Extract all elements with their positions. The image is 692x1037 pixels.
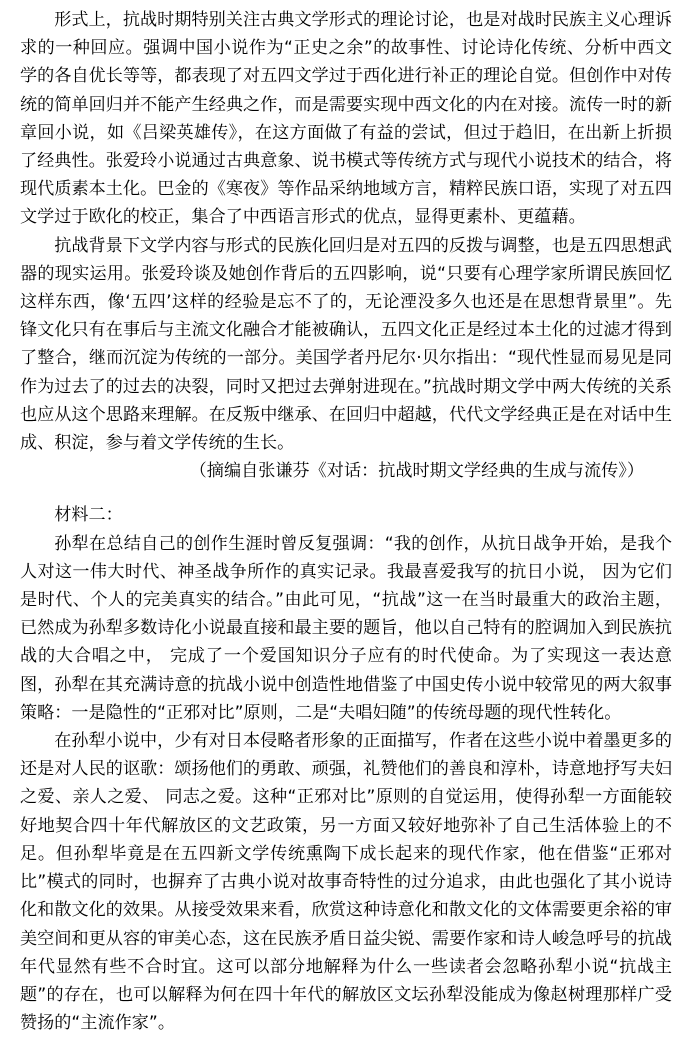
source-attribution: （摘编自张谦芬《对话：抗战时期文学经典的生成与流传》） [189,461,644,482]
material-section-label: 材料二： [54,505,123,526]
body-paragraph: 形式上，抗战时期特别关注古典文学形式的理论讨论，也是对战时民族主义心理诉求的一种回应。强调中国小说作为“正史之余”的故事性、讨论诗化传统、分析中西文学的各自优长等等，都表现了对五四文学过于西化进行补正的理论自觉。但创作中对传统的简单回归并不能产生经典之作，而是需要实现中西文化的内在对接。流传一时的新章回小说，如《吕梁英雄传》，在这方面做了有益的尝试，但过于趋旧，在出新上折损了经典性。张爱玲小说通过古典意象、说书模式等传统方式与现代小说技术的结合，将现代质素本土化。巴金的《寒夜》等作品采纳地域方言，精粹民族口语，实现了对五四文学过于欧化的校正，集合了中西语言形式的优点，显得更素朴、更蕴藉。 [20,10,672,228]
body-paragraph: 在孙犁小说中，少有对日本侵略者形象的正面描写，作者在这些小说中着墨更多的还是对人民的讴歌：颂扬他们的勇敢、顽强，礼赞他们的善良和淳朴，诗意地抒写夫妇之爱、亲人之爱、 同志之爱。这种“正邪对比”原则的自觉运用，使得孙犁一方面能较好地契合四十年代解放区的文艺政策，另一方面又较好地弥补了自己生活体验上的不足。但孙犁毕竟是在五四新文学传统熏陶下成长起来的现代作家，他在借鉴“正邪对比”模式的同时，也摒弃了古典小说对故事奇特性的过分追求，由此也强化了其小说诗化和散文化的效果。从接受效果来看，欣赏这种诗意化和散文化的文体需要更余裕的审美空间和更从容的审美心态，这在民族矛盾日益尖锐、需要作家和诗人峻急呼号的抗战年代显然有些不合时宜。这可以部分地解释为什么一些读者会忽略孙犁小说“抗战主题”的存在，也可以解释为何在四十年代的解放区文坛孙犁没能成为像赵树理那样广受赞扬的“主流作家”。 [20,731,672,1034]
body-paragraph: 孙犁在总结自己的创作生涯时曾反复强调：“我的创作，从抗日战争开始，是我个人对这一伟大时代、神圣战争所作的真实记录。我最喜爱我写的抗日小说， 因为它们是时代、个人的完美真实的结合。”由此可见，“抗战”这一在当时最重大的政治主题，已然成为孙犁多数诗化小说最直接和最主要的题旨，他以自己特有的腔调加入到民族抗战的大合唱之中， 完成了一个爱国知识分子应有的时代使命。为了实现这一表达意图，孙犁在其充满诗意的抗战小说中创造性地借鉴了中国史传小说中较常见的两大叙事策略：一是隐性的“正邪对比”原则，二是“夫唱妇随”的传统母题的现代性转化。 [20,533,672,723]
section-spacer [20,485,672,501]
document-body [20,6,672,1037]
body-paragraph: 抗战背景下文学内容与形式的民族化回归是对五四的反拨与调整，也是五四思想武器的现实运用。张爱玲谈及她创作背后的五四影响，说“只要有心理学家所谓民族回忆这样东西，像‘五四’这样的经验是忘不了的，无论湮没多久也还是在思想背景里”。先锋文化只有在事后与主流文化融合才能被确认，五四文化正是经过本土化的过滤才得到了整合，继而沉淀为传统的一部分。美国学者丹尼尔·贝尔指出：“现代性显而易见是同作为过去了的过去的决裂，同时又把过去弹射进现在。”抗战时期文学中两大传统的关系也应从这个思路来理解。在反叛中继承、在回归中超越，代代文学经典正是在对话中生成、积淀，参与着文学传统的生长。 [20,235,672,454]
